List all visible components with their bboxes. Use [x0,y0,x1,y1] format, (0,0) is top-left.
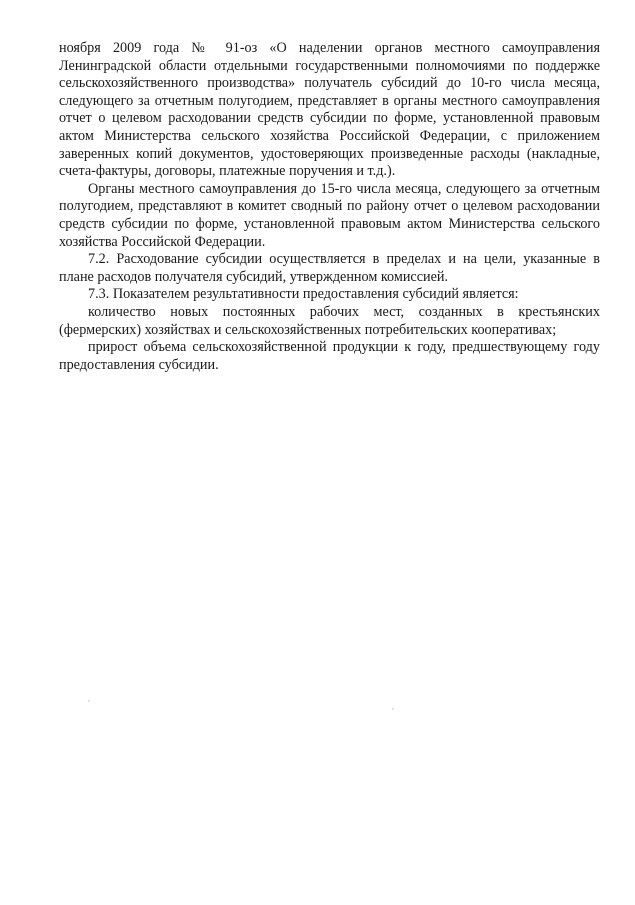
document-body [59,40,600,374]
scan-speck [392,708,394,710]
paragraph-new-jobs-indicator: количество новых постоянных рабочих мест, созданных в крестьянских (фермерских) хозяйствах и сельскохозяйственных потребительских кооперативах; [59,303,600,338]
paragraph-local-government-report: Органы местного самоуправления до 15-го числа месяца, следующего за отчетным полугодием, представляют в комитет сводный по району отчет о целевом расходовании средств субсидии по форме, установленной правовым актом Министерства сельского хозяйства Российской Федерации. [59,180,600,250]
paragraph-7-2: 7.2. Расходование субсидии осуществляется в пределах и на цели, указанные в плане расходов получателя субсидий, утвержденном комиссией. [59,251,600,285]
scan-speck [88,700,90,702]
paragraph-7-3: 7.3. Показателем результативности предоставления субсидий является: [88,286,519,303]
paragraph-production-growth-indicator: прирост объема сельскохозяйственной продукции к году, предшествующему году предоставления субсидии. [59,339,600,373]
paragraph-report-submission: ноября 2009 года № 91-оз «О наделении органов местного самоуправления Ленинградской области отдельными государственными полномочиями по поддержке сельскохозяйственного производства» получатель субсидий до 10-го числа месяца, следующего за отчетным полугодием, представляет в органы местного самоуправления отчет о целевом расходовании средств субсидии по форме, установленной правовым актом Министерства сельского хозяйства Российской Федерации, с приложением заверенных копий документов, удостоверяющих произведенные расходы (накладные, счета-фактуры, договоры, платежные поручения и т.д.). [59,40,600,180]
